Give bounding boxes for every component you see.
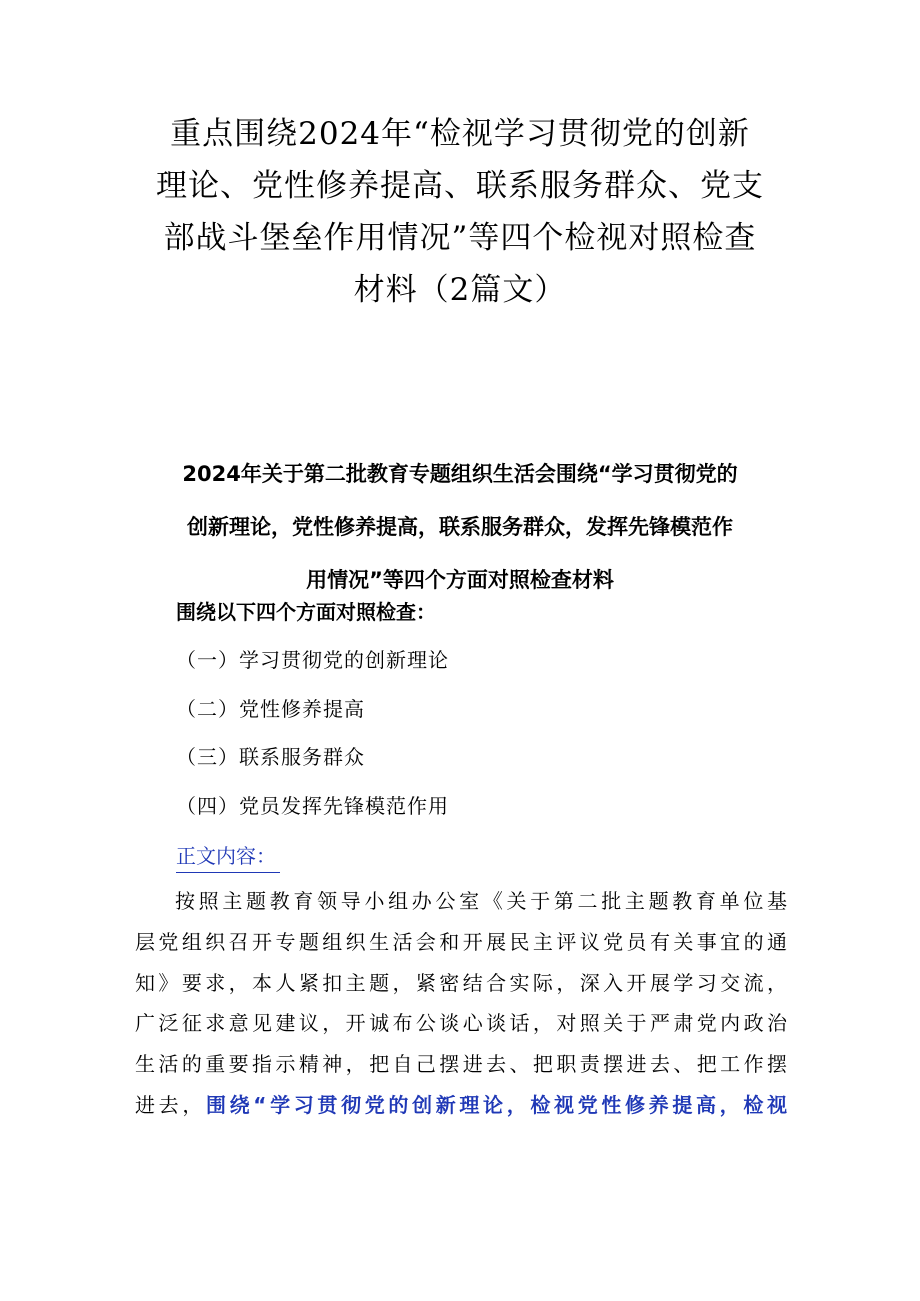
- section-heading-line: 用情况”等四个方面对照检查材料: [306, 568, 614, 592]
- main-title-line: 重点围绕2024年“检视学习贯彻党的创新: [170, 116, 750, 152]
- intro-text: 围绕以下四个方面对照检查：: [176, 600, 436, 624]
- body-line: 层党组织召开专题组织生活会和开展民主评议党员有关事宜的通: [135, 929, 787, 954]
- body-line: 知》要求，本人紧扣主题，紧密结合实际，深入开展学习交流，: [135, 970, 787, 995]
- body-line: 生活的重要指示精神，把自己摆进去、把职责摆进去、把工作摆: [135, 1052, 787, 1077]
- section-heading: [130, 448, 790, 607]
- document-main-title: [130, 108, 790, 316]
- list-item: （二）党性修养提高: [176, 696, 365, 721]
- highlighted-text: 围绕“学习贯彻党的创新理论，检视党性修养提高，检视: [205, 1092, 787, 1117]
- aspect-list: [176, 644, 449, 838]
- list-item: （一）学习贯彻党的创新理论: [176, 648, 449, 672]
- main-title-line: 材料（2篇文）: [353, 272, 567, 308]
- section-heading-line: 创新理论，党性修养提高，联系服务群众，发挥先锋模范作: [187, 515, 733, 539]
- main-title-line: 部战斗堡垒作用情况”等四个检视对照检查: [163, 220, 757, 256]
- section-heading-line: 2024年关于第二批教育专题组织生活会围绕“学习贯彻党的: [182, 462, 738, 486]
- body-line: 按照主题教育领导小组办公室《关于第二批主题教育单位基: [175, 889, 787, 913]
- main-title-line: 理论、党性修养提高、联系服务群众、党支: [156, 168, 764, 204]
- body-line-plain: 进去，: [135, 1092, 206, 1117]
- body-line-last: [135, 1085, 787, 1126]
- list-item: （三）联系服务群众: [176, 745, 365, 769]
- list-item: （四）党员发挥先锋模范作用: [176, 793, 449, 818]
- body-paragraph: [135, 881, 787, 1126]
- body-content-link[interactable]: 正文内容：: [176, 840, 280, 873]
- body-line: 广泛征求意见建议，开诚布公谈心谈话，对照关于严肃党内政治: [135, 1011, 787, 1036]
